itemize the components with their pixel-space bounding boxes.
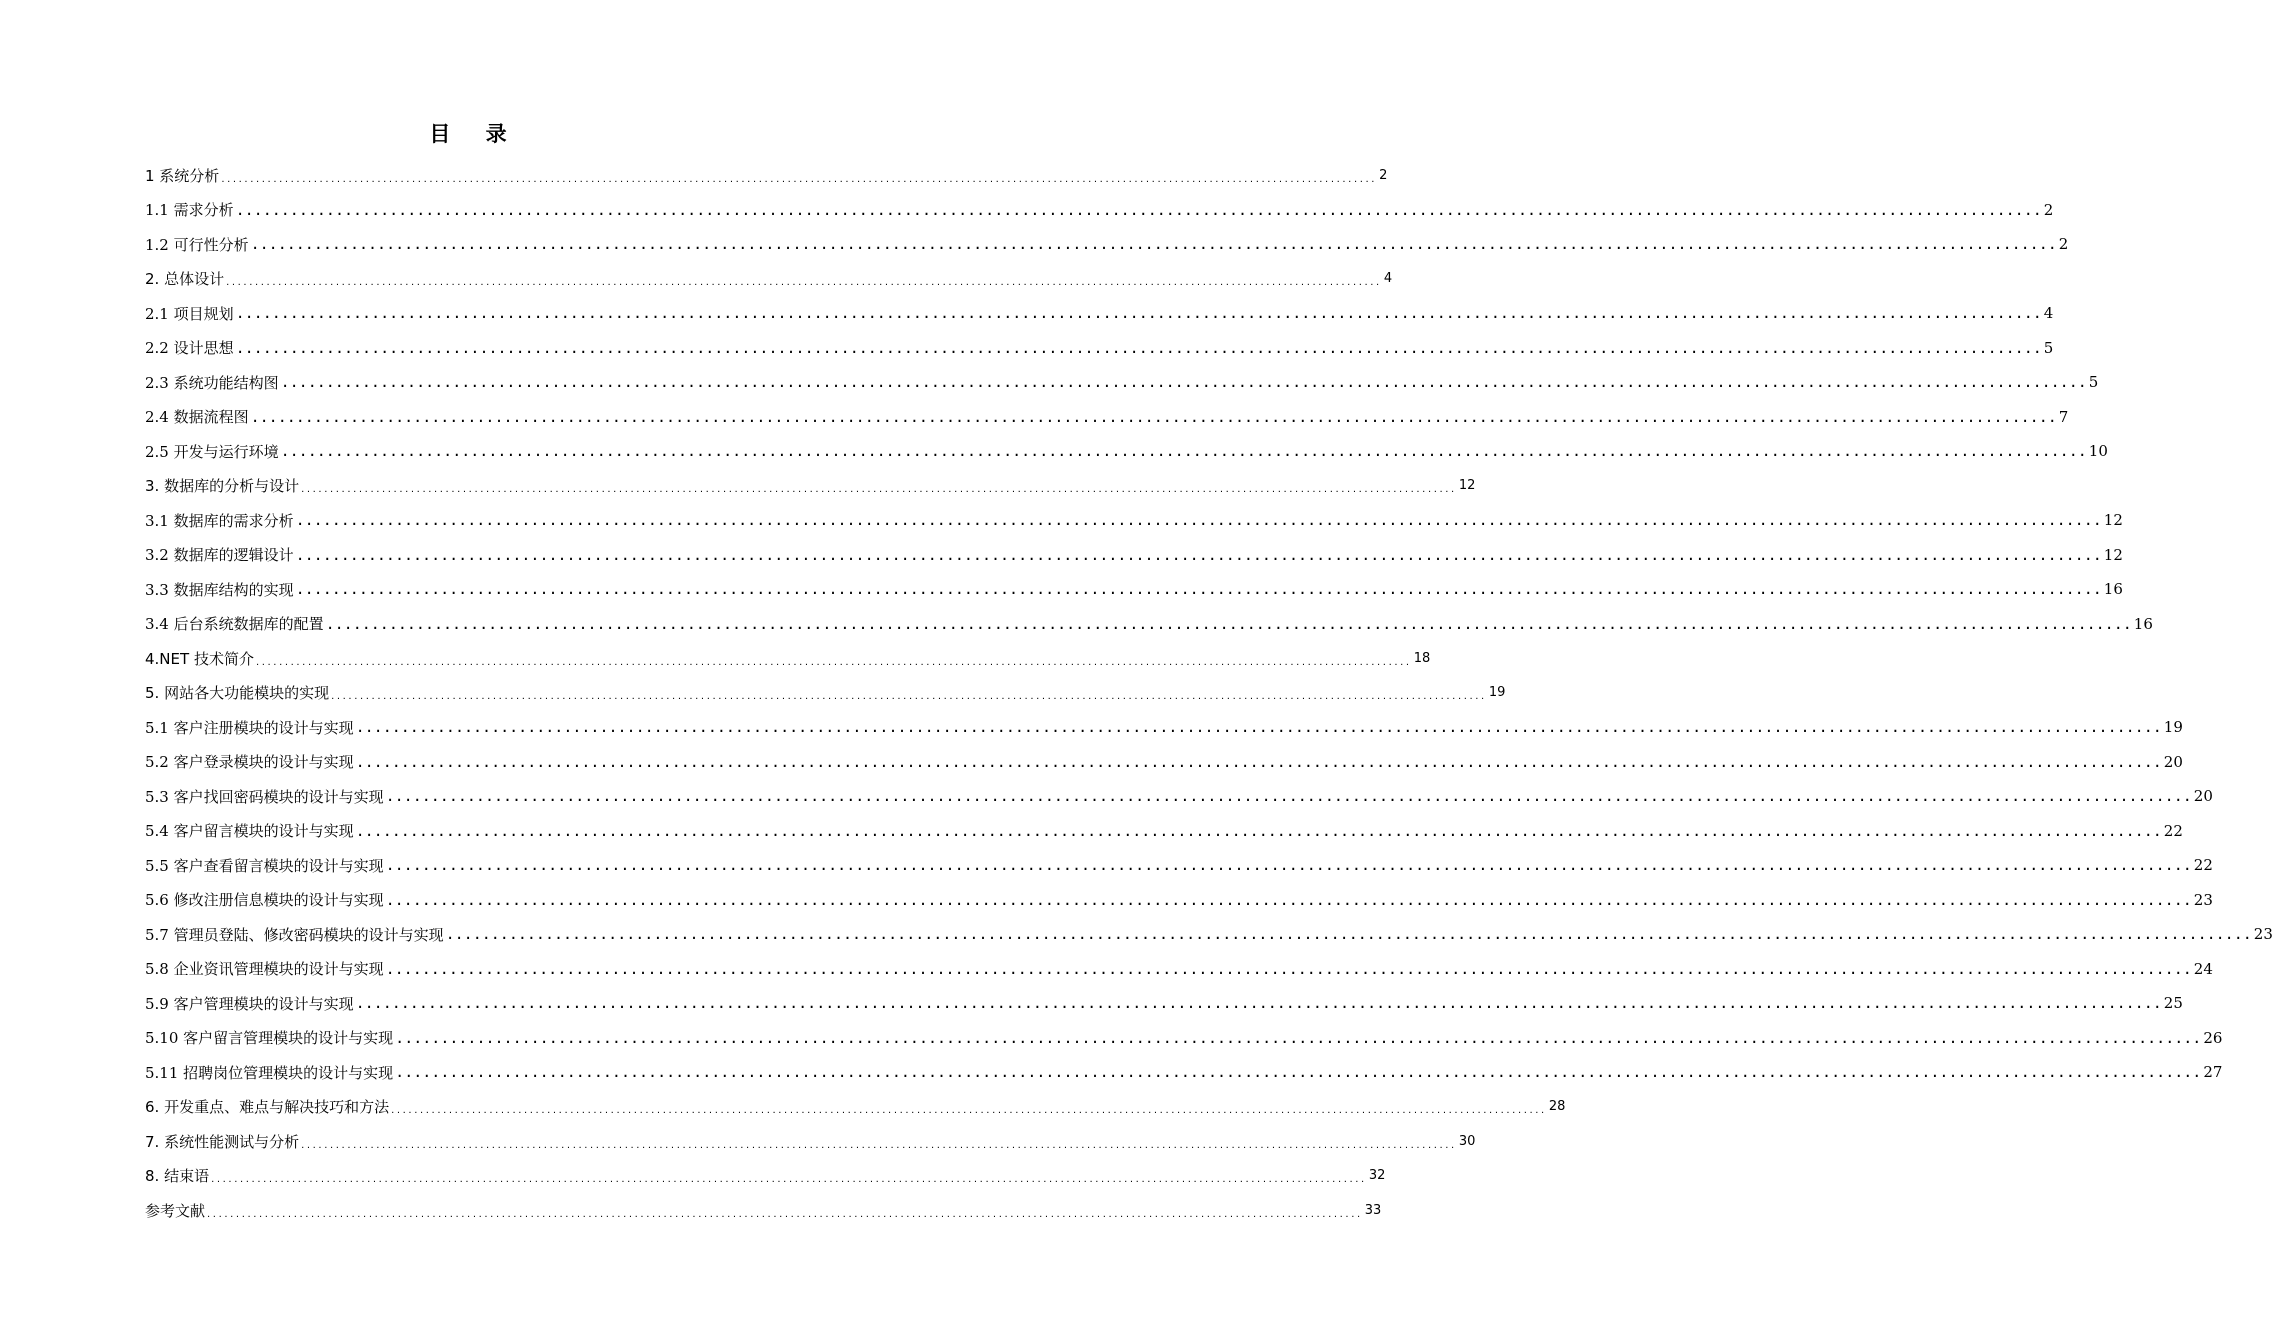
toc-entry-page-number: 12 <box>1458 478 1476 494</box>
toc-entry-label: 5.2 客户登录模块的设计与实现 <box>145 753 354 772</box>
toc-dot-leader: ........................................................................................................................................................................................................ <box>250 407 2057 426</box>
toc-entry-page-number: 4 <box>1383 271 1393 287</box>
toc-entry[interactable] <box>145 572 2123 607</box>
toc-entry-page-number: 7 <box>2058 407 2069 426</box>
toc-dot-leader: ........................................................................................................................................................................................................ <box>355 994 2162 1013</box>
toc-entry-label: 3.2 数据库的逻辑设计 <box>145 546 294 565</box>
toc-entry[interactable] <box>145 193 2054 228</box>
toc-entry-label: 3.1 数据库的需求分析 <box>145 511 294 530</box>
toc-entry[interactable] <box>145 986 2183 1021</box>
toc-entry[interactable] <box>145 745 2183 780</box>
toc-entry[interactable] <box>145 779 2213 814</box>
toc-dot-leader: ........................................................................................................................................................................................................ <box>301 1139 1457 1151</box>
toc-entry[interactable] <box>145 676 1506 711</box>
toc-dot-leader: ........................................................................................................................................................................................................ <box>280 373 2087 392</box>
toc-entry-label: 2.3 系统功能结构图 <box>145 373 279 392</box>
toc-entry-page-number: 25 <box>2163 994 2183 1013</box>
toc-dot-leader: ........................................................................................................................................................................................................ <box>235 200 2042 219</box>
toc-dot-leader: ........................................................................................................................................................................................................ <box>395 1028 2202 1047</box>
toc-entry-page-number: 28 <box>1548 1099 1566 1115</box>
toc-entry-label: 5.9 客户管理模块的设计与实现 <box>145 994 354 1013</box>
toc-entry-page-number: 10 <box>2088 442 2108 461</box>
toc-entry-page-number: 5 <box>2043 338 2054 357</box>
toc-dot-leader: ........................................................................................................................................................................................................ <box>325 614 2132 633</box>
toc-dot-leader: ........................................................................................................................................................................................................ <box>280 442 2087 461</box>
toc-entry-page-number: 18 <box>1413 650 1431 666</box>
toc-entry-label: 3. 数据库的分析与设计 <box>145 477 300 496</box>
toc-entry[interactable] <box>145 607 2153 642</box>
toc-entry-page-number: 2 <box>2058 235 2069 254</box>
toc-entry[interactable] <box>145 641 1431 676</box>
toc-entry[interactable] <box>145 1159 1386 1194</box>
toc-entry[interactable] <box>145 1193 1382 1228</box>
toc-entry-label: 1.2 可行性分析 <box>145 235 249 254</box>
toc-entry-label: 7. 系统性能测试与分析 <box>145 1132 300 1151</box>
toc-entry-page-number: 12 <box>2103 545 2123 564</box>
toc-entry[interactable] <box>145 296 2054 331</box>
toc-entry[interactable] <box>145 262 1393 297</box>
toc-entry-page-number: 22 <box>2163 821 2183 840</box>
toc-entry-label: 2. 总体设计 <box>145 270 225 289</box>
toc-dot-leader: ........................................................................................................................................................................................................ <box>226 277 1382 288</box>
toc-entry-page-number: 4 <box>2043 304 2054 323</box>
toc-dot-leader: ........................................................................................................................................................................................................ <box>355 752 2162 771</box>
toc-entry[interactable] <box>145 917 2273 952</box>
toc-dot-leader: ........................................................................................................................................................................................................ <box>211 1174 1367 1185</box>
toc-entry-page-number: 19 <box>1488 685 1506 701</box>
toc-entry[interactable] <box>145 1090 1566 1125</box>
toc-entry[interactable] <box>145 158 1388 193</box>
toc-entry-label: 5.11 招聘岗位管理模块的设计与实现 <box>145 1063 394 1082</box>
toc-entry-page-number: 27 <box>2203 1063 2223 1082</box>
toc-entry[interactable] <box>145 848 2213 883</box>
toc-entry-label: 5.4 客户留言模块的设计与实现 <box>145 822 354 841</box>
toc-entry-page-number: 12 <box>2103 511 2123 530</box>
toc-dot-leader: ........................................................................................................................................................................................................ <box>445 925 2252 944</box>
toc-dot-leader: ........................................................................................................................................................................................................ <box>235 304 2042 323</box>
toc-entry[interactable] <box>145 503 2123 538</box>
toc-dot-leader: ........................................................................................................................................................................................................ <box>385 787 2192 806</box>
toc-entry-label: 5. 网站各大功能模块的实现 <box>145 684 330 703</box>
toc-entry-label: 3.3 数据库结构的实现 <box>145 580 294 599</box>
toc-entry-page-number: 19 <box>2163 718 2183 737</box>
toc-entry-page-number: 2 <box>2043 200 2054 219</box>
toc-entry-label: 4.NET 技术简介 <box>145 649 254 668</box>
toc-entry-label: 5.10 客户留言管理模块的设计与实现 <box>145 1029 394 1048</box>
toc-entry[interactable] <box>145 538 2123 573</box>
toc-entry[interactable] <box>145 883 2213 918</box>
toc-entry-page-number: 20 <box>2193 787 2213 806</box>
toc-entry-label: 5.7 管理员登陆、修改密码模块的设计与实现 <box>145 925 444 944</box>
toc-entry-label: 1.1 需求分析 <box>145 201 234 220</box>
toc-entry-page-number: 33 <box>1364 1202 1382 1218</box>
toc-entry[interactable] <box>145 400 2069 435</box>
toc-entry[interactable] <box>145 710 2183 745</box>
toc-dot-leader: ........................................................................................................................................................................................................ <box>235 338 2042 357</box>
toc-entry-label: 5.1 客户注册模块的设计与实现 <box>145 718 354 737</box>
toc-entry-page-number: 23 <box>2193 890 2213 909</box>
toc-dot-leader: ........................................................................................................................................................................................................ <box>385 959 2192 978</box>
toc-entry-label: 2.1 项目规划 <box>145 304 234 323</box>
toc-entry-label: 2.2 设计思想 <box>145 339 234 358</box>
toc-entry[interactable] <box>145 434 2108 469</box>
toc-dot-leader: ........................................................................................................................................................................................................ <box>385 890 2192 909</box>
toc-entry[interactable] <box>145 469 1476 504</box>
toc-entry-label: 5.3 客户找回密码模块的设计与实现 <box>145 787 384 806</box>
toc-entry-label: 2.5 开发与运行环境 <box>145 442 279 461</box>
toc-entry-page-number: 2 <box>1379 167 1388 183</box>
toc-dot-leader: ........................................................................................................................................................................................................ <box>295 511 2102 530</box>
toc-entry-label: 1 系统分析 <box>145 166 220 185</box>
toc-dot-leader: ........................................................................................................................................................................................................ <box>295 545 2102 564</box>
toc-list <box>145 158 2273 1228</box>
toc-entry-label: 2.4 数据流程图 <box>145 408 249 427</box>
toc-dot-leader: ........................................................................................................................................................................................................ <box>355 718 2162 737</box>
toc-dot-leader: ........................................................................................................................................................................................................ <box>395 1063 2202 1082</box>
toc-entry-label: 参考文献 <box>145 1201 206 1220</box>
toc-entry-page-number: 26 <box>2203 1028 2223 1047</box>
toc-entry-page-number: 5 <box>2088 373 2099 392</box>
toc-dot-leader: ........................................................................................................................................................................................................ <box>355 821 2162 840</box>
toc-dot-leader: ........................................................................................................................................................................................................ <box>331 691 1487 702</box>
toc-entry-label: 8. 结束语 <box>145 1167 210 1186</box>
toc-entry-page-number: 24 <box>2193 959 2213 978</box>
toc-dot-leader: ........................................................................................................................................................................................................ <box>255 656 1412 668</box>
toc-dot-leader: ........................................................................................................................................................................................................ <box>250 235 2057 254</box>
toc-entry-label: 3.4 后台系统数据库的配置 <box>145 615 324 634</box>
toc-dot-leader: ........................................................................................................................................................................................................ <box>295 580 2102 599</box>
toc-title: 目 录 <box>429 122 521 146</box>
toc-entry[interactable] <box>145 1021 2223 1056</box>
toc-entry-page-number: 16 <box>2133 614 2153 633</box>
toc-entry[interactable] <box>145 1055 2223 1090</box>
toc-entry-page-number: 30 <box>1458 1133 1476 1149</box>
toc-entry[interactable] <box>145 365 2099 400</box>
toc-dot-leader: ........................................................................................................................................................................................................ <box>391 1105 1547 1116</box>
toc-entry[interactable] <box>145 952 2213 987</box>
toc-entry[interactable] <box>145 1124 1476 1159</box>
toc-entry-label: 5.5 客户查看留言模块的设计与实现 <box>145 856 384 875</box>
toc-entry-page-number: 20 <box>2163 752 2183 771</box>
toc-entry-label: 5.6 修改注册信息模块的设计与实现 <box>145 891 384 910</box>
toc-entry[interactable] <box>145 227 2069 262</box>
toc-dot-leader: ........................................................................................................................................................................................................ <box>385 856 2192 875</box>
toc-entry-label: 5.8 企业资讯管理模块的设计与实现 <box>145 960 384 979</box>
toc-dot-leader: ........................................................................................................................................................................................................ <box>301 484 1457 495</box>
toc-entry-page-number: 16 <box>2103 580 2123 599</box>
toc-entry-label: 6. 开发重点、难点与解决技巧和方法 <box>145 1098 390 1117</box>
toc-dot-leader: ........................................................................................................................................................................................................ <box>207 1208 1363 1220</box>
toc-entry-page-number: 22 <box>2193 856 2213 875</box>
toc-dot-leader: ........................................................................................................................................................................................................ <box>221 173 1378 185</box>
toc-entry-page-number: 32 <box>1368 1168 1386 1184</box>
toc-entry-page-number: 23 <box>2253 925 2273 944</box>
toc-entry[interactable] <box>145 814 2183 849</box>
toc-entry[interactable] <box>145 331 2054 366</box>
